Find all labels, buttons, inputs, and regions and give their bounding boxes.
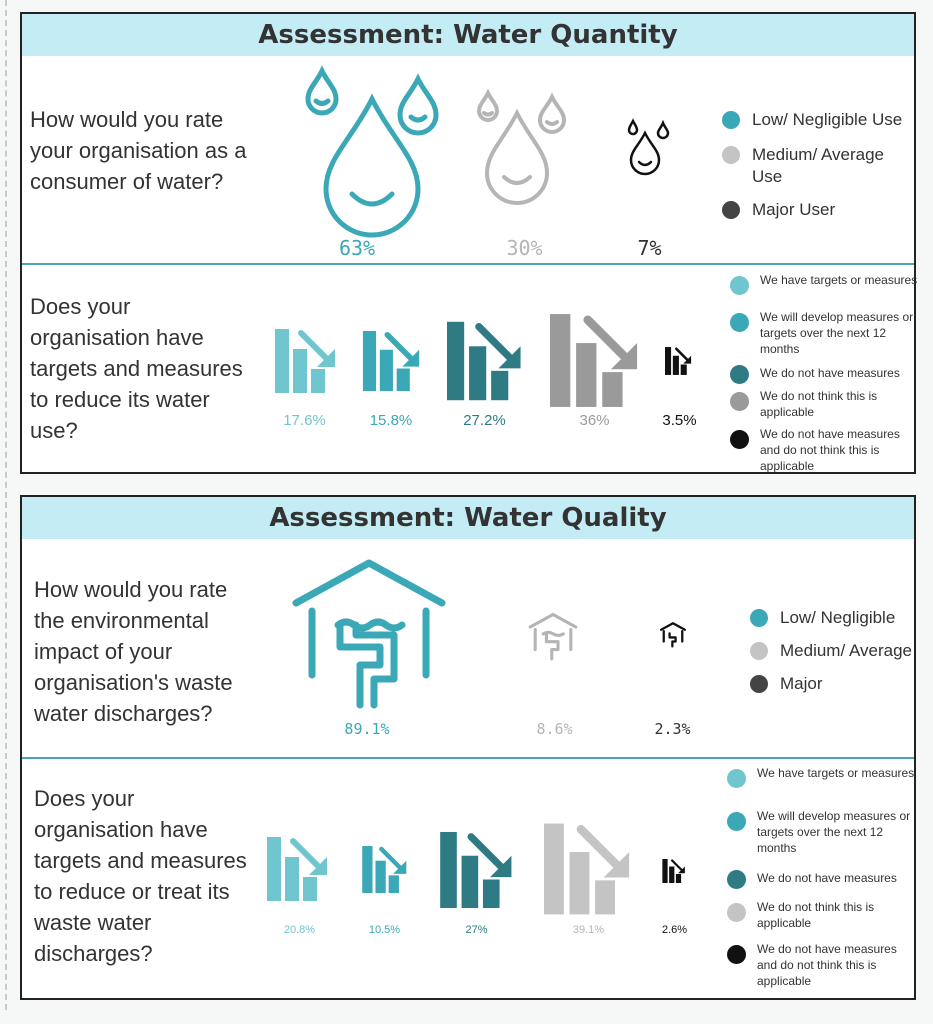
legend-dot-medium <box>722 146 740 164</box>
legend-dot-major <box>722 201 740 219</box>
bar-down-icon-none-and-na <box>662 859 686 883</box>
water-drops-medium-icon <box>472 89 582 209</box>
pct-major-impact: 2.3% <box>654 720 691 738</box>
legend-dot-have-targets <box>727 769 746 788</box>
pct-will-develop: 10.5% <box>368 924 401 936</box>
legend-dot-no-measures <box>727 870 746 889</box>
legend-dot-will-develop <box>727 812 746 831</box>
legend-dot-low <box>722 111 740 129</box>
pct-medium-impact: 8.6% <box>536 720 573 738</box>
pct-no-measures: 27% <box>465 924 488 936</box>
legend-dot-major <box>750 675 768 693</box>
question-targets-water-use: Does your organisation have targets and measures to reduce its water use? <box>30 294 243 443</box>
legend-consumer: Low/ Negligible Use Medium/ Average Use Major User <box>722 109 922 249</box>
legend-dot-none-and-na <box>727 945 746 964</box>
bar-down-icon-not-applicable <box>550 314 640 407</box>
water-quality-panel <box>20 495 916 1000</box>
question-targets-discharges: Does your organisation have targets and measures to reduce or treat its waste water discharges? <box>34 786 247 966</box>
pct-major-user: 7% <box>637 236 662 260</box>
panel-title: Assessment: Water Quality <box>22 497 914 539</box>
pct-no-measures: 27.2% <box>463 412 506 429</box>
pct-have-targets: 20.8% <box>283 924 316 936</box>
bar-down-icon-no-measures <box>440 832 514 908</box>
panel-title: Assessment: Water Quantity <box>22 14 914 56</box>
legend-dot-medium <box>750 642 768 660</box>
pct-will-develop: 15.8% <box>369 412 413 429</box>
house-drain-medium-icon <box>528 612 578 662</box>
page-guide-line <box>5 0 7 1010</box>
bar-down-icon-not-applicable <box>544 823 632 915</box>
bar-down-icon-will-develop <box>362 331 422 391</box>
legend-dot-will-develop <box>730 313 749 332</box>
legend-dot-not-applicable <box>727 903 746 922</box>
section-divider <box>22 757 914 759</box>
legend-dot-have-targets <box>730 276 749 295</box>
pct-low-impact: 89.1% <box>344 720 390 738</box>
legend-impact: Low/ Negligible Medium/ Average Major <box>750 607 930 697</box>
bar-down-icon-targets <box>267 836 329 902</box>
question-discharge-impact: How would you rate the environmental impact of your organisation's waste water discharges? <box>34 577 233 726</box>
pct-have-targets: 17.6% <box>283 412 326 429</box>
water-drops-large-icon <box>292 69 452 239</box>
pct-not-applicable: 39.1% <box>572 924 605 936</box>
legend-targets: We have targets or measures We will develop measures or targets over the next 12 months We do not have measures We do not think this is applicable We do not have measures and do not think this is applicable <box>730 272 915 472</box>
bar-down-icon-targets <box>275 329 337 393</box>
section-divider <box>22 263 914 265</box>
pct-none-and-na: 2.6% <box>661 924 688 936</box>
legend-targets: We have targets or measures We will develop measures or targets over the next 12 months We do not have measures We do not think this is applicable We do not have measures and do not think this is applicable <box>727 765 912 995</box>
water-quantity-panel <box>20 12 916 474</box>
pct-medium-use: 30% <box>506 236 543 260</box>
bar-down-icon-will-develop <box>362 846 408 893</box>
pct-not-applicable: 36% <box>579 412 610 429</box>
legend-dot-not-applicable <box>730 392 749 411</box>
legend-dot-low <box>750 609 768 627</box>
question-consumer-rating: How would you rate your organisation as a consumer of water? <box>30 107 247 194</box>
bar-down-icon-no-measures <box>447 321 523 401</box>
bar-down-icon-none-and-na <box>665 347 692 375</box>
house-drain-large-icon <box>290 555 448 715</box>
pct-none-and-na: 3.5% <box>662 412 697 429</box>
pct-low-use: 63% <box>338 236 376 260</box>
legend-dot-none-and-na <box>730 430 749 449</box>
legend-dot-no-measures <box>730 365 749 384</box>
water-drops-small-icon <box>625 119 675 174</box>
house-drain-small-icon <box>660 622 686 648</box>
